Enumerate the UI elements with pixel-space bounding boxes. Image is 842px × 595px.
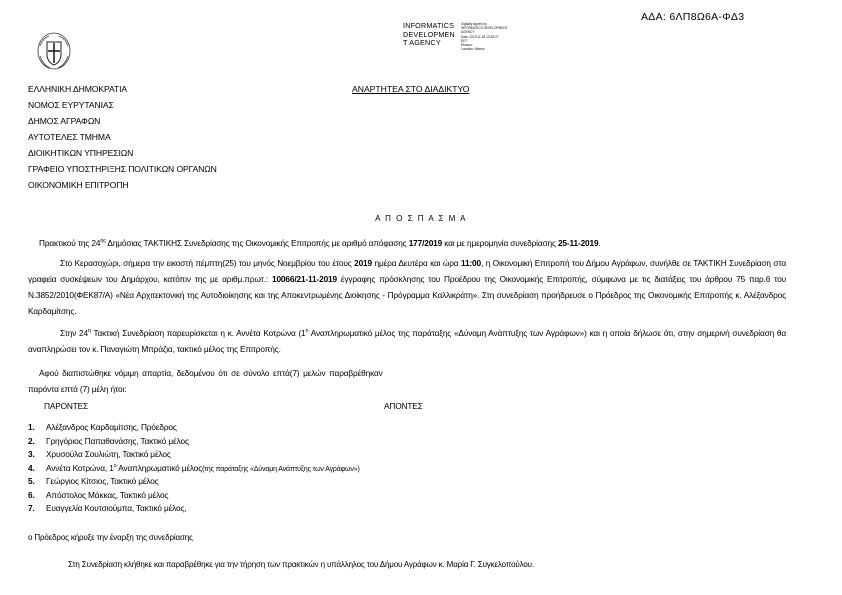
member-number: 2. [28,435,35,446]
header-line: ΔΙΟΙΚΗΤΙΚΩΝ ΥΠΗΡΕΣΙΩΝ [28,148,134,158]
header-line: ΟΙΚΟΝΟΜΙΚΗ ΕΠΙΤΡΟΠΗ [28,180,129,190]
signature-detail-line: Reason: [461,43,473,48]
header-line: ΔΗΜΟΣ ΑΓΡΑΦΩΝ [28,116,101,126]
member-name: Γρηγόριος Παπαθανάσης, Τακτικό μέλος [46,435,189,446]
ada-code: ΑΔΑ: 6ΛΠ8Ω6Α-ΦΔ3 [641,11,745,23]
member-number: 3. [28,449,35,459]
opening-note: ο Πρόεδρος κήρυξε την έναρξη της συνεδρίασης [28,533,193,542]
secretary-note: Στη Συνεδρίαση κλήθηκε και παραβρέθηκε για την τήρηση των πρακτικών η υπάλληλος του Δήμου Αγράφων κ. Μαρία Γ. Συγκελοπούλου. [68,560,534,569]
minutes-reference: Πρακτικού της $24^{\eta\varsigma}$ Δημόσιας ΤΑΚΤΙΚΗΣ Συνεδρίασης της Οικονομικής Επιτροπής με αριθμό απόφασης 177/2019 και με ημερομηνία συνεδρίασης 25-11-2019. [39,238,601,248]
member-item [28,422,177,432]
header-line: ΓΡΑΦΕΙΟ ΥΠΟΣΤΗΡΙΞΗΣ ΠΟΛΙΤΙΚΩΝ ΟΡΓΑΝΩΝ [28,164,217,174]
member-name: Γεώργιος Κίτσιος, Τακτικό μέλος [46,476,159,486]
present-label: ΠΑΡΟΝΤΕΣ [44,401,89,411]
header-line: ΕΛΛΗΝΙΚΗ ΔΗΜΟΚΡΑΤΙΑ [28,84,128,94]
signature-title-line: DEVELOPMEN [403,29,455,39]
member-item [28,463,360,473]
substitute-paragraph-text: Στην $24^\eta$ Τακτική Συνεδρίαση παρευρίσκεται η κ. Αννέτα Κοτρώνα ($1^o$ Αναπληρωματικό μέλος της παράταξης «Δύναμη Ανάπτυξης των Αγράφων») και η οποία δήλωσε ότι, στην σημερινή συνεδρίαση θα αναπληρώσει τον κ. Παναγιώτη Μπράζια, τακτικό μέλος της Επιτροπής. [28,328,786,354]
member-item [28,490,168,500]
signature-detail-line: AGENCY [461,30,475,35]
substitute-paragraph [28,325,786,357]
absent-label: ΑΠΟΝΤΕΣ [384,401,423,411]
member-name: Χρυσούλα Σουλιώτη, Τακτικό μέλος [46,449,171,459]
signature-detail-line: Digitally signed by [461,22,487,26]
header-line: ΑΥΤΟΤΕΛΕΣ ΤΜΗΜΑ [28,132,111,142]
signature-title-line: INFORMATICS [403,21,455,30]
quorum-line: Αφού διαπιστώθηκε νόμιμη απαρτία, δεδομένου ότι σε σύνολο επτά(7) μελών παραβρέθηκαν [39,368,383,378]
member-name: Αννέτα Κοτρώνα, $1^o$ Αναπληρωματικό μέλος(της παράταξης «Δύναμη Ανάπτυξης των Αγράφων») [46,462,360,473]
signature-title-line: T AGENCY [403,38,441,48]
signature-detail-line: Location: Athens [461,47,485,52]
member-name: Απόστολος Μάκκας, Τακτικό μέλος [46,489,169,500]
member-item [28,503,187,513]
digital-signature-title [403,22,455,48]
extract-title: Α Π Ο Σ Π Α Σ Μ Α [375,214,467,223]
member-number: 4. [28,462,35,473]
greek-coat-of-arms-icon [37,32,71,70]
meeting-paragraph [28,255,786,319]
member-number: 7. [28,503,35,513]
member-item [28,436,189,446]
member-name: Ευαγγελία Κουτσιούμπα, Τακτικό μέλος, [46,503,187,513]
signature-detail-line: Date: 2019.11.28 13:28:27 [461,34,499,39]
posting-note: ΑΝΑΡΤΗΤΕΑ ΣΤΟ ΔΙΑΔΙΚΤΥΟ [352,84,470,94]
member-item [28,476,159,486]
signature-detail-line: EET [461,38,468,43]
member-item [28,449,171,459]
member-name: Αλέξανδρος Καρδαμίτσης, Πρόεδρος [46,422,177,432]
digital-signature-details [461,22,508,51]
meeting-paragraph-text: Στο Κερασοχώρι, σήμερα την εικοστή πέμπτη(25) του μηνός Νοεμβρίου του έτους 2019 ημέρα Δευτέρα και ώρα 11:00, η Οικονομική Επιτροπή του Δήμου Αγράφων, συνήλθε σε ΤΑΚΤΙΚΗ Συνεδρίαση στα γραφεία συσκέψεων του Δημάρχου, κατόπιν της με αριθμ.πρωτ.: 10066/21-11-2019 έγγραφης πρόσκλησης του Προέδρου της Οικονομικής Επιτροπής, σύμφωνα με τις διατάξεις του άρθρου 75 παρ.6 του Ν.3852/2010(ΦΕΚ87/Α) «Νέα Αρχιτεκτονική της Αυτοδιοίκησης και της Αποκεντρωμένης Διοίκησης - Πρόγραμμα Καλλικράτη». Στη συνεδρίαση προήδρευσε ο Πρόεδρος της Οικονομικής Επιτροπής κ. Αλέξανδρος Καρδαμίτσης. [28,258,787,316]
member-number: 1. [28,422,35,432]
quorum-line: παρόντα επτά (7) μέλη ήτοι: [28,384,127,394]
signature-detail-line: INFORMATICS DEVELOPMENT [461,26,508,31]
member-number: 6. [28,489,35,500]
header-line: ΝΟΜΟΣ ΕΥΡΥΤΑΝΙΑΣ [28,100,114,110]
member-number: 5. [28,476,35,486]
